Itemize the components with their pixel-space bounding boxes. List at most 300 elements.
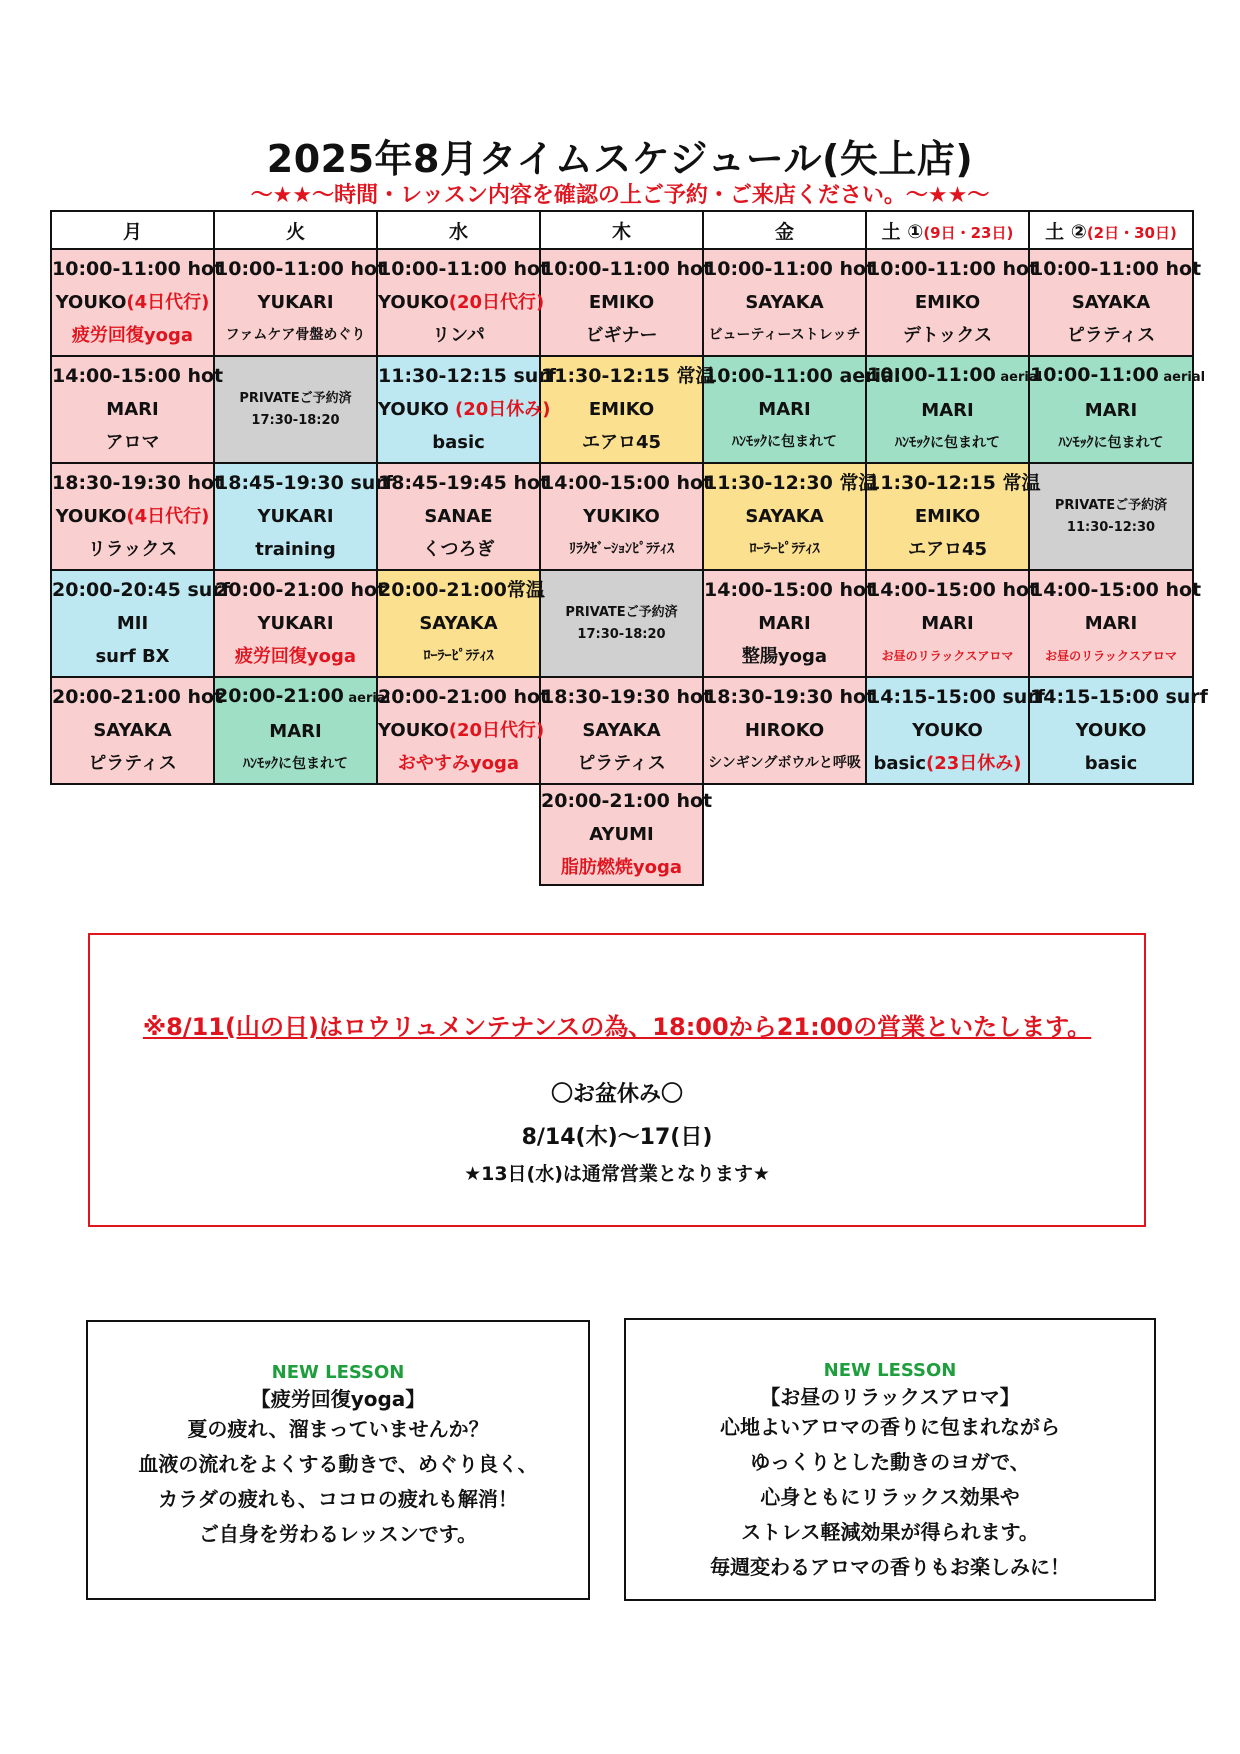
schedule-row [51, 677, 1193, 784]
lesson-cell [214, 677, 391, 784]
instructor [704, 607, 865, 640]
lesson-name [378, 533, 539, 566]
day-label: 火 [285, 220, 305, 243]
instructor-name: MARI [758, 613, 811, 634]
instructor [867, 500, 1028, 533]
lesson-time [215, 574, 387, 607]
lesson-time [704, 467, 878, 500]
lesson-type-suffix: aerial [343, 691, 391, 706]
lesson-name-text: basic [432, 432, 485, 453]
lesson-cell [540, 570, 703, 677]
lesson-time-text: 20:00-20:45 surf [52, 579, 230, 601]
lesson-name-text: ﾊﾝﾓｯｸに包まれて [895, 435, 1000, 451]
lesson-cell [1029, 249, 1202, 356]
day-label: 金 [774, 220, 794, 243]
lesson-time [867, 359, 1043, 394]
lesson-time [541, 360, 715, 393]
lesson-name-text: 整腸yoga [741, 646, 828, 667]
instructor [215, 286, 376, 319]
day-header [703, 211, 866, 249]
day-header [51, 211, 214, 249]
instructor-note: (20日代行) [448, 292, 545, 313]
day-label: 水 [448, 220, 468, 243]
instructor-note: (20日休み) [455, 399, 551, 420]
lesson-type-suffix: aerial [995, 370, 1043, 385]
lesson-cell [703, 356, 901, 463]
lesson-time-text: 20:00-21:00常温 [378, 579, 545, 601]
lesson-cell [1029, 570, 1202, 677]
notice-open-day: ★13日(水)は通常営業となります★ [464, 1163, 770, 1185]
instructor-name: YOUKO [912, 720, 983, 741]
lesson-name-text: おやすみyoga [397, 753, 520, 774]
lesson-time [52, 574, 230, 607]
lesson-name-text: デトックス [902, 325, 993, 346]
lesson-time [52, 253, 224, 286]
lesson-name [867, 319, 1028, 352]
lesson-cell [703, 570, 876, 677]
lesson-name-text: 疲労回復yoga [71, 325, 194, 346]
instructor [52, 607, 213, 640]
lesson-name [867, 427, 1028, 460]
lesson-name-text: 疲労回復yoga [234, 646, 357, 667]
lesson-cell [866, 570, 1039, 677]
lesson-name [215, 319, 376, 352]
day-label: 土 ① [881, 220, 924, 243]
lesson-name [378, 747, 539, 780]
new-lesson-line: 心身ともにリラックス効果や [760, 1485, 1020, 1509]
lesson-time-text: 10:00-11:00 [867, 364, 996, 386]
lesson-name [1030, 640, 1192, 673]
lesson-time [541, 681, 713, 714]
empty-cell [51, 784, 214, 885]
lesson-cell [540, 249, 713, 356]
lesson-time [541, 253, 713, 286]
lesson-cell [51, 570, 230, 677]
lesson-time [215, 253, 387, 286]
schedule-row [51, 356, 1193, 463]
lesson-cell [51, 463, 224, 570]
lesson-time-text: 20:00-21:00 [215, 685, 344, 707]
day-header [540, 211, 703, 249]
instructor [215, 500, 376, 533]
lesson-time-text: 10:00-11:00 hot [1030, 258, 1202, 280]
lesson-name-text: ﾘﾗｸｾﾞｰｼｮﾝﾋﾟﾗﾃｨｽ [569, 541, 674, 557]
lesson-time [867, 681, 1045, 714]
lesson-cell [703, 463, 878, 570]
lesson-cell [377, 249, 550, 356]
day-header [866, 211, 1029, 249]
new-lesson-title: 【疲労回復yoga】 [250, 1387, 426, 1411]
instructor-name: SAYAKA [93, 720, 172, 741]
lesson-time [52, 681, 224, 714]
instructor-name: SAYAKA [745, 506, 824, 527]
lesson-time [541, 467, 713, 500]
lesson-time [704, 681, 876, 714]
schedule-header-row [51, 211, 1193, 249]
instructor [867, 714, 1028, 747]
lesson-name [867, 533, 1028, 566]
instructor [378, 607, 539, 640]
instructor-name: AYUMI [589, 824, 654, 845]
lesson-time-text: 10:00-11:00 hot [52, 258, 224, 280]
lesson-cell [377, 677, 550, 784]
lesson-name [704, 747, 865, 780]
instructor [541, 286, 702, 319]
new-lesson-box-aroma [624, 1318, 1156, 1601]
instructor [867, 394, 1028, 427]
empty-cell [1029, 784, 1193, 885]
lesson-name [378, 640, 539, 673]
lesson-name-text: ﾛｰﾗｰﾋﾟﾗﾃｨｽ [749, 541, 820, 557]
private-time: 17:30-18:20 [251, 412, 340, 428]
lesson-time-text: 11:30-12:30 常温 [704, 472, 878, 494]
lesson-time-text: 14:15-15:00 surf [867, 686, 1045, 708]
instructor [1030, 714, 1192, 747]
lesson-cell [1029, 677, 1208, 784]
lesson-name [704, 426, 865, 459]
instructor-name: HIROKO [744, 720, 825, 741]
lesson-time-text: 20:00-21:00 hot [52, 686, 224, 708]
lesson-time [867, 574, 1039, 607]
lesson-name-text: ピラティス [88, 753, 177, 774]
lesson-name [541, 426, 702, 459]
lesson-name-text: ﾛｰﾗｰﾋﾟﾗﾃｨｽ [423, 648, 494, 664]
instructor-name: YOUKO [378, 292, 449, 313]
lesson-time [378, 253, 550, 286]
new-lesson-line: カラダの疲れも、ココロの疲れも解消！ [158, 1487, 518, 1511]
instructor [867, 286, 1028, 319]
lesson-time-text: 11:30-12:15 常温 [867, 472, 1041, 494]
lesson-name [1030, 747, 1192, 780]
lesson-time-text: 14:00-15:00 hot [1030, 579, 1202, 601]
lesson-name [867, 747, 1028, 780]
lesson-name [215, 748, 376, 781]
instructor-name: YUKARI [257, 506, 334, 527]
empty-cell [214, 784, 377, 885]
instructor [704, 714, 865, 747]
lesson-cell [51, 677, 224, 784]
instructor-name: YOUKO [378, 720, 449, 741]
lesson-time-text: 20:00-21:00 hot [541, 790, 713, 812]
lesson-time [52, 360, 224, 393]
lesson-name [541, 533, 702, 566]
lesson-cell [866, 249, 1039, 356]
notice-maintenance: ※8/11(山の日)はロウリュメンテナンスの為、18:00から21:00の営業といたします。 [142, 1013, 1092, 1041]
lesson-time [704, 360, 901, 393]
page-subtitle: ～★★～時間・レッスン内容を確認の上ご予約・ご来店ください。～★★～ [250, 183, 990, 208]
instructor [541, 818, 702, 851]
lesson-time-text: 20:00-21:00 hot [378, 686, 550, 708]
day-label: 木 [611, 220, 631, 243]
lesson-name-text: エアロ45 [581, 432, 662, 453]
lesson-name-text: アロマ [105, 432, 160, 453]
lesson-name-text: basic [873, 753, 927, 774]
lesson-time [52, 467, 224, 500]
lesson-cell [214, 463, 393, 570]
lesson-name [215, 533, 376, 566]
lesson-time [1030, 359, 1206, 394]
instructor-name: YUKARI [257, 292, 334, 313]
empty-cell [377, 784, 540, 885]
lesson-time-text: 18:45-19:30 surf [215, 472, 393, 494]
instructor [378, 714, 545, 747]
lesson-time [541, 785, 713, 818]
instructor [704, 500, 865, 533]
lesson-time-text: 10:00-11:00 hot [378, 258, 550, 280]
instructor [1030, 394, 1192, 427]
private-reserved-label: PRIVATEご予約済 [1054, 497, 1168, 513]
lesson-cell [214, 249, 387, 356]
instructor-name: YUKARI [257, 613, 334, 634]
lesson-name-text: ビューティーストレッチ [708, 327, 861, 343]
day-sub: (2日・30日) [1086, 223, 1177, 242]
lesson-cell [540, 356, 715, 463]
empty-cell [703, 784, 866, 885]
lesson-name-text: ビギナー [585, 325, 658, 346]
instructor [541, 500, 702, 533]
lesson-time [867, 467, 1041, 500]
lesson-name-text: ファムケア骨盤めぐり [225, 327, 366, 343]
private-reserved-label: PRIVATEご予約済 [565, 604, 678, 620]
instructor-name: MII [116, 613, 149, 634]
notice-box [88, 933, 1146, 1227]
lesson-cell [214, 356, 377, 463]
lesson-cell [377, 463, 550, 570]
new-lesson-line: 血液の流れをよくする動きで、めぐり良く、 [138, 1452, 538, 1476]
lesson-time-text: 10:00-11:00 hot [867, 258, 1039, 280]
instructor [52, 393, 213, 426]
new-lesson-tag: NEW LESSON [271, 1362, 405, 1383]
instructor-name: SAYAKA [745, 292, 824, 313]
lesson-name [1030, 427, 1192, 460]
lesson-time-text: 18:30-19:30 hot [704, 686, 876, 708]
day-sub: (9日・23日) [923, 223, 1014, 242]
instructor-name: EMIKO [914, 506, 981, 527]
empty-cell [866, 784, 1029, 885]
new-lesson-box-fatigue [86, 1320, 590, 1600]
lesson-name [378, 426, 539, 459]
private-time: 11:30-12:30 [1066, 519, 1156, 535]
day-label: 土 ② [1045, 220, 1087, 243]
instructor [1030, 286, 1192, 319]
new-lesson-line: 毎週変わるアロマの香りもお楽しみに！ [710, 1555, 1070, 1579]
instructor-name: YUKIKO [583, 506, 660, 527]
private-time: 17:30-18:20 [577, 626, 666, 642]
lesson-time [378, 360, 556, 393]
lesson-name-text: ﾊﾝﾓｯｸに包まれて [243, 756, 348, 772]
lesson-time-text: 20:00-21:00 hot [215, 579, 387, 601]
instructor-name: EMIKO [914, 292, 981, 313]
schedule-body [51, 249, 1208, 885]
lesson-cell [866, 356, 1043, 463]
lesson-name [704, 533, 865, 566]
lesson-cell [1029, 356, 1206, 463]
instructor [52, 286, 213, 319]
lesson-time [704, 253, 876, 286]
instructor-name: MARI [1084, 613, 1138, 634]
lesson-time [1030, 681, 1208, 714]
instructor-name: YOUKO [55, 292, 127, 313]
lesson-name-text: シンギングボウルと呼吸 [708, 755, 861, 771]
instructor-name: EMIKO [588, 292, 655, 313]
instructor-note: (4日代行) [126, 292, 210, 313]
instructor [378, 500, 539, 533]
lesson-name-text: basic [1084, 753, 1138, 774]
instructor-name: SANAE [424, 506, 493, 527]
lesson-name [541, 747, 702, 780]
instructor-name: YOUKO [55, 506, 127, 527]
instructor [1030, 607, 1192, 640]
lesson-cell [51, 249, 224, 356]
lesson-time-text: 18:30-19:30 hot [52, 472, 224, 494]
day-label: 月 [122, 220, 142, 243]
instructor-name: YOUKO [378, 399, 456, 420]
instructor [867, 607, 1028, 640]
notice-obon-title: 〇お盆休み〇 [550, 1082, 683, 1107]
instructor [215, 607, 376, 640]
lesson-name [867, 640, 1028, 673]
schedule-row [51, 784, 1193, 885]
lesson-name [378, 319, 539, 352]
lesson-name-text: ピラティス [1066, 325, 1156, 346]
lesson-name-text: くつろぎ [422, 539, 495, 560]
schedule-row [51, 463, 1193, 570]
lesson-name [704, 319, 865, 352]
lesson-cell [377, 570, 545, 677]
lesson-name-text: お昼のリラックスアロマ [881, 649, 1014, 663]
new-lesson-title: 【お昼のリラックスアロマ】 [760, 1385, 1020, 1409]
lesson-note: (23日休み) [926, 753, 1022, 774]
instructor-name: MARI [269, 721, 322, 742]
lesson-name [704, 640, 865, 673]
lesson-time-text: 10:00-11:00 hot [704, 258, 876, 280]
instructor-name: YOUKO [1075, 720, 1147, 741]
lesson-time-text: 18:45-19:45 hot [378, 472, 550, 494]
lesson-time-text: 18:30-19:30 hot [541, 686, 713, 708]
lesson-name-text: リンパ [432, 325, 485, 346]
new-lesson-line: 夏の疲れ、溜まっていませんか？ [187, 1417, 489, 1441]
schedule-table [50, 210, 1208, 886]
lesson-name [1030, 319, 1192, 352]
lesson-name [541, 851, 702, 884]
instructor [704, 393, 865, 426]
lesson-time-text: 11:30-12:15 常温 [541, 365, 715, 387]
instructor-name: MARI [921, 613, 974, 634]
lesson-time-text: 10:00-11:00 aerial [704, 365, 901, 387]
lesson-time-text: 10:00-11:00 hot [541, 258, 713, 280]
lesson-cell [540, 784, 713, 885]
instructor-name: SAYAKA [582, 720, 661, 741]
lesson-time-text: 14:00-15:00 hot [704, 579, 876, 601]
schedule-row [51, 249, 1193, 356]
instructor-name: SAYAKA [1071, 292, 1151, 313]
instructor-note: (4日代行) [126, 506, 210, 527]
lesson-time [215, 467, 393, 500]
lesson-cell [703, 677, 876, 784]
lesson-name-text: ﾊﾝﾓｯｸに包まれて [1058, 435, 1164, 451]
lesson-time-text: 14:15-15:00 surf [1030, 686, 1208, 708]
schedule-row [51, 570, 1193, 677]
new-lesson-tag: NEW LESSON [823, 1360, 957, 1381]
lesson-name-text: surf BX [95, 646, 170, 667]
lesson-name-text: ピラティス [577, 753, 666, 774]
instructor [378, 393, 551, 426]
lesson-time [1030, 253, 1202, 286]
lesson-cell [1029, 463, 1193, 570]
instructor [52, 500, 213, 533]
instructor [541, 393, 702, 426]
lesson-cell [866, 463, 1041, 570]
lesson-name-text: お昼のリラックスアロマ [1045, 649, 1177, 663]
instructor [215, 715, 376, 748]
lesson-time [867, 253, 1039, 286]
new-lesson-line: ご自身を労わるレッスンです。 [198, 1522, 478, 1546]
lesson-name-text: 脂肪燃焼yoga [560, 857, 683, 878]
private-reserved-label: PRIVATEご予約済 [239, 390, 352, 406]
lesson-time [1030, 574, 1202, 607]
lesson-cell [540, 463, 713, 570]
instructor-name: MARI [1084, 400, 1138, 421]
lesson-name-text: リラックス [87, 539, 178, 560]
instructor-name: EMIKO [588, 399, 655, 420]
lesson-cell [51, 356, 224, 463]
lesson-name-text: training [255, 539, 336, 560]
lesson-time-text: 10:00-11:00 [1030, 364, 1159, 386]
instructor-name: SAYAKA [419, 613, 498, 634]
lesson-name [52, 319, 213, 352]
lesson-cell [540, 677, 713, 784]
day-header [377, 211, 540, 249]
lesson-time [378, 681, 550, 714]
new-lesson-line: ゆっくりとした動きのヨガで、 [750, 1450, 1030, 1474]
page-title: 2025年8月タイムスケジュール(矢上店) [266, 137, 974, 181]
instructor-name: MARI [758, 399, 811, 420]
lesson-name [52, 533, 213, 566]
lesson-name [52, 640, 213, 673]
day-header [1029, 211, 1193, 249]
lesson-cell [377, 356, 556, 463]
lesson-time [215, 680, 391, 715]
lesson-time-text: 14:00-15:00 hot [867, 579, 1039, 601]
lesson-time [704, 574, 876, 607]
new-lesson-line: 心地よいアロマの香りに包まれながら [720, 1415, 1060, 1439]
lesson-name [52, 426, 213, 459]
lesson-cell [214, 570, 387, 677]
instructor [704, 286, 865, 319]
lesson-cell [703, 249, 876, 356]
lesson-time [378, 574, 545, 607]
instructor [541, 714, 702, 747]
lesson-name [215, 640, 376, 673]
lesson-name [52, 747, 213, 780]
lesson-time [378, 467, 550, 500]
new-lesson-line: ストレス軽減効果が得られます。 [741, 1520, 1039, 1544]
day-header [214, 211, 377, 249]
lesson-time-text: 14:00-15:00 hot [541, 472, 713, 494]
instructor [52, 714, 213, 747]
instructor-name: MARI [106, 399, 159, 420]
lesson-time-text: 11:30-12:15 surf [378, 365, 556, 387]
notice-obon-dates: 8/14(木)～17(日) [521, 1125, 713, 1150]
instructor-note: (20日代行) [448, 720, 545, 741]
instructor-name: MARI [921, 400, 974, 421]
lesson-time-text: 14:00-15:00 hot [52, 365, 224, 387]
lesson-cell [866, 677, 1045, 784]
lesson-name-text: エアロ45 [907, 539, 988, 560]
instructor [378, 286, 545, 319]
lesson-type-suffix: aerial [1158, 370, 1206, 385]
lesson-name-text: ﾊﾝﾓｯｸに包まれて [732, 434, 837, 450]
